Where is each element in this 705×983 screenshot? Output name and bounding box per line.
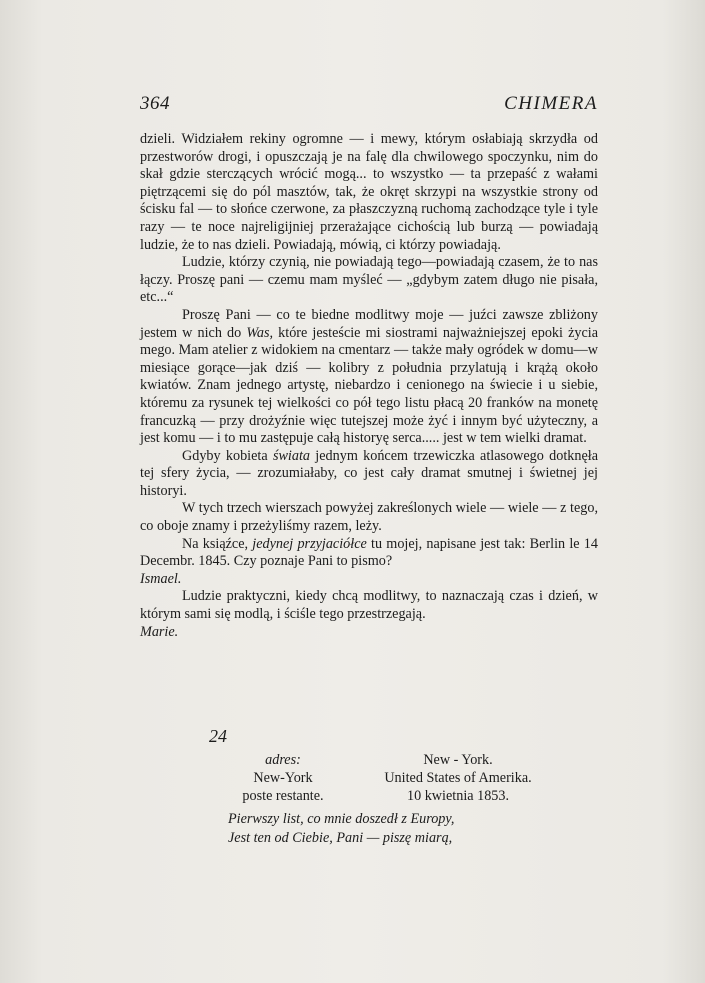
poem bbox=[228, 810, 528, 848]
address-left-line-2: poste restante. bbox=[242, 787, 324, 804]
paragraph-7: Ludzie praktyczni, kiedy chcą modlitwy, to naznaczają czas i dzień, w którym sami się modlą, i ściśle tego przestrzegają. bbox=[140, 588, 598, 623]
paragraph-3-text-a: Proszę Pani — co te biedne modlitwy moje — juźci zawsze zbliżony jestem w nich do bbox=[140, 306, 598, 341]
address-right-line-1: New - York. bbox=[423, 752, 493, 768]
poem-line-1: Pierwszy list, co mnie doszedł z Europy, bbox=[228, 811, 455, 827]
paragraph-5: W tych trzech wierszach powyżej zakreślonych wiele — wiele — z tego, co oboje znamy i przeżyliśmy razem, leży. bbox=[140, 500, 598, 535]
address-left bbox=[228, 752, 338, 805]
paragraph-4-text-a: Gdyby kobieta bbox=[182, 447, 273, 464]
address-label: adres: bbox=[265, 752, 301, 768]
paragraph-3-emphasis: Was, bbox=[246, 324, 274, 341]
paragraph-6-text-b: tu mojej, napisane jest tak: Berlin le 14 Decembr. 1845. Czy poznaje Pani to pismo? bbox=[140, 535, 598, 570]
poem-line-2: Jest ten od Ciebie, Pani — piszę miarą, bbox=[228, 830, 453, 846]
paragraph-4-emphasis: świata bbox=[272, 447, 311, 464]
paragraph-3-text-b: które jesteście mi siostrami najważniejszej epoki życia mego. Mam atelier z widokiem na cmentarz — także mały ogródek w domu—w miesiące gorące—jak dziś — kolibry z południa przylatują i krążą około kwiatów. Znam jednego artystę, niebardzo i cenionego na świecie i u siebie, któremu za rysunek tej wielkości co pół tego listu płacą 20 franków na monetę francuzką — przy drożyźnie więc tutejszej może żyć i innym być użyteczny, a jest komu — i to mu zastępuje całą historyę serca..... jest w tem wielki dramat. bbox=[140, 324, 598, 447]
paragraph-1: dzieli. Widziałem rekiny ogromne — i mewy, którym osłabiają skrzydła od przestworów drogi, i opuszczają je na falę dla chwilowego spoczynku, nim do skał gdzie sterczących wrócić mogą... to wszystko — ta przepaść z wałami piętrzącemi się do pól masztów, tak, że okręt skrzypi na wszystkie strony od ścisku fal — to słońce czerwone, za płaszczyzną ruchomą zachodzące tyle i tyle razy — te noce najreligijniej przerażające cichością lub burzą — powiadają ludzie, że to nas dzieli. Powiadają, mówią, ci którzy powiadają. bbox=[140, 131, 598, 253]
address-right-line-3: 10 kwietnia 1853. bbox=[406, 787, 510, 804]
address-right bbox=[368, 752, 548, 805]
paragraph-6-emphasis: jedynej przyjaciółce bbox=[252, 535, 367, 552]
running-title: CHIMERA bbox=[504, 93, 598, 114]
page-number: 364 bbox=[140, 93, 170, 114]
address-right-line-2: United States of Amerika. bbox=[384, 769, 532, 786]
signature-marie: Marie. bbox=[140, 623, 179, 640]
paragraph-4 bbox=[140, 448, 598, 501]
page-header bbox=[140, 93, 598, 121]
paragraph-6 bbox=[140, 536, 598, 571]
paragraph-2: Ludzie, którzy czynią, nie powiadają tego—powiadają czasem, że to nas łączy. Proszę pani — czemu mam myśleć — „gdybym zatem długo nie pisała, etc...“ bbox=[140, 254, 598, 306]
body-text bbox=[140, 131, 598, 641]
signature-ismael: Ismael. bbox=[140, 570, 182, 587]
paragraph-4-text-b: jednym końcem trzewiczka atlasowego dotknęła tej sfery życia, — zrozumiałaby, co jest cały dramat smutnej i świetnej jej historyi. bbox=[140, 447, 598, 499]
letter-number: 24 bbox=[209, 726, 227, 746]
paragraph-6-text-a: Na ksiąźce, bbox=[182, 535, 253, 552]
paragraph-3 bbox=[140, 307, 598, 448]
address-left-line-1: New-York bbox=[253, 769, 313, 786]
